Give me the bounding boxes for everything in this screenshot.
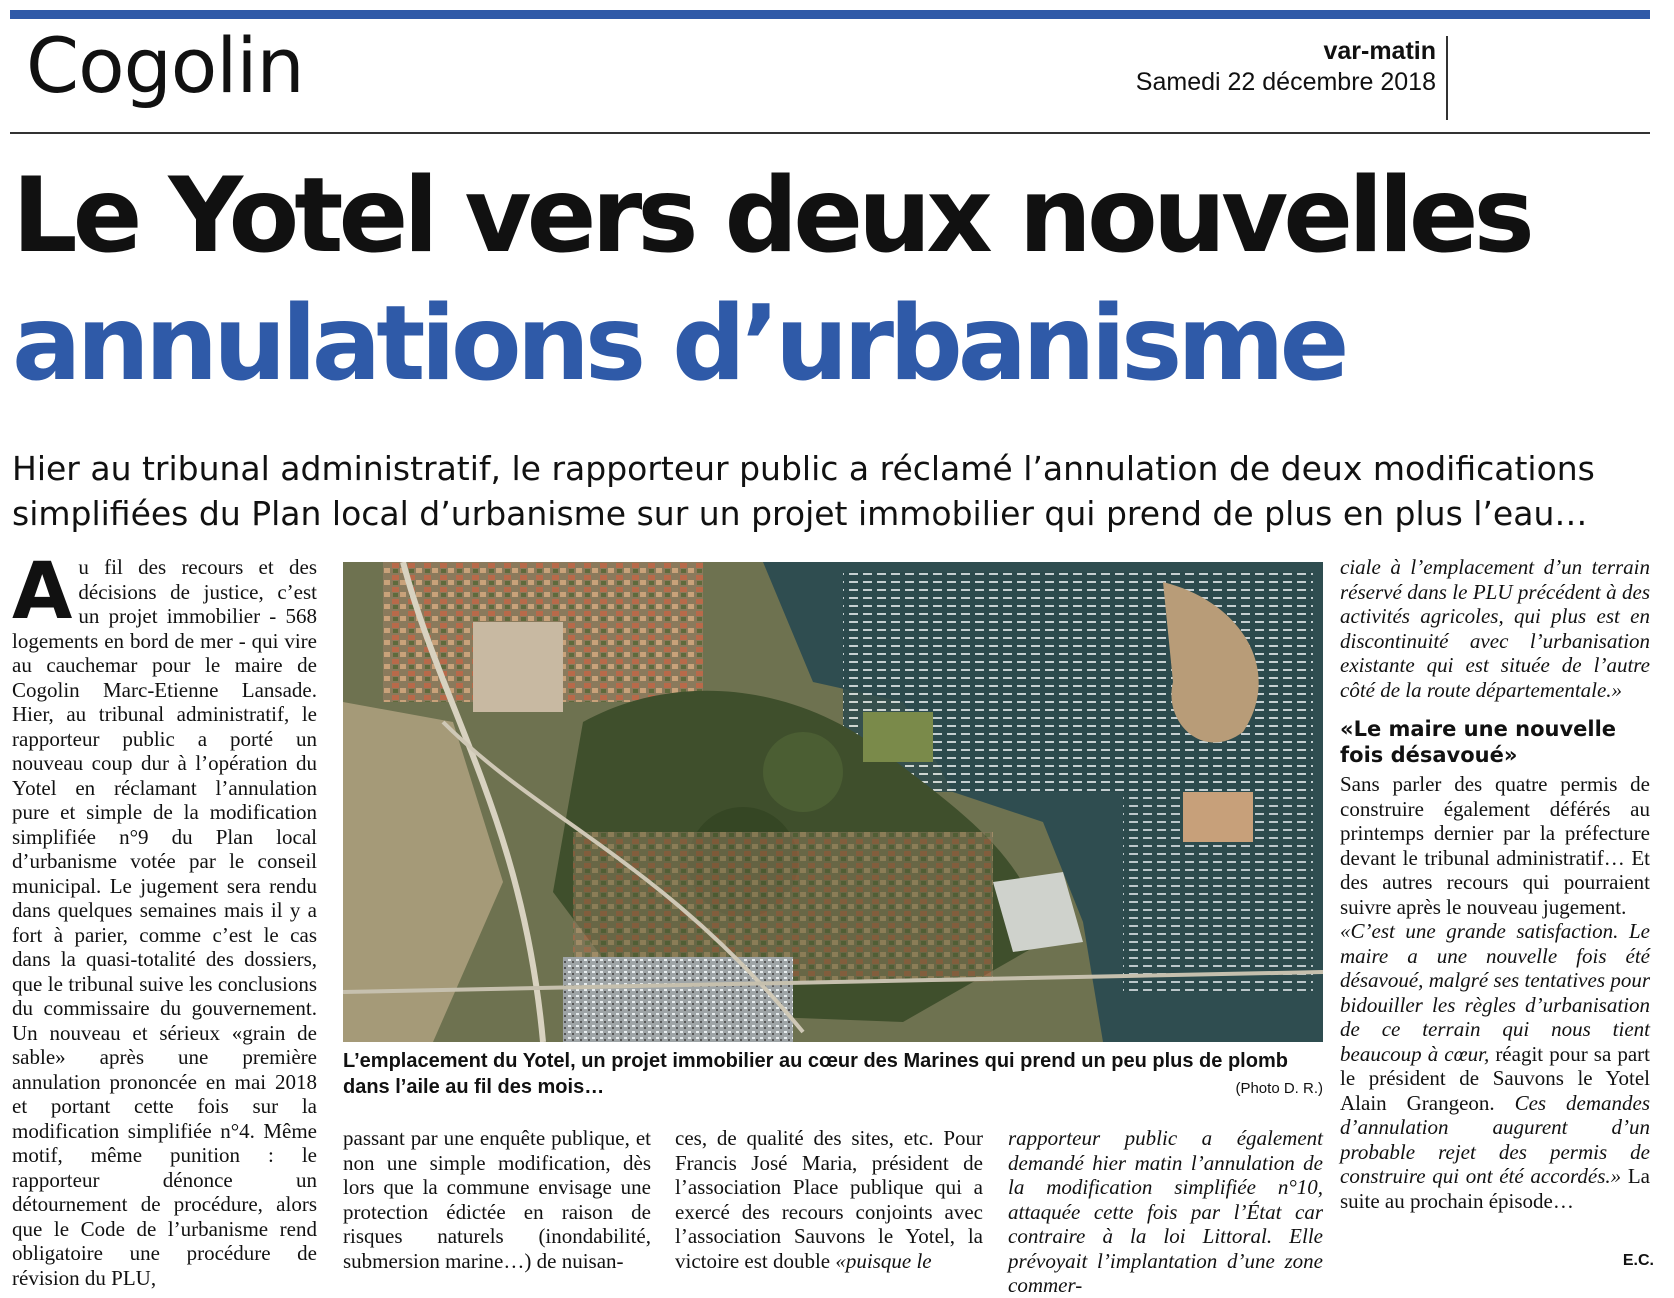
article-column-1 — [12, 547, 317, 1290]
drop-cap: A — [12, 547, 73, 637]
column-5-quote-3: Ces demandes d’annulation augurent d’un probable rejet des permis de construire qui ont été accordés.» — [1340, 1090, 1650, 1188]
column-5-quote: ciale à l’emplacement d’un terrain réservé dans le PLU précédent à des activités agricoles, qui plus est en discontinuité avec l’urbanisation existante qui est située de l’autre côté de la route départementale.» — [1340, 555, 1650, 702]
column-3-text — [675, 1126, 983, 1273]
column-5-attribution: réagit pour sa part le président de Sauvons le Yotel Alain Grangeon. — [1340, 1041, 1650, 1115]
column-5-ending: La suite au prochain épisode… — [1340, 1164, 1650, 1213]
column-3-text-a: ces, de qualité des sites, etc. Pour Francis José Maria, président de l’association Place publique qui a exercé des recours conjoints avec l’association Sauvons le Yotel, la victoire est double — [675, 1126, 983, 1273]
column-5-paragraph — [1340, 919, 1650, 1213]
masthead — [1136, 36, 1436, 98]
article-column-3 — [675, 1126, 983, 1273]
aerial-photo-image — [343, 562, 1323, 1042]
article-column-2 — [343, 1126, 651, 1273]
column-4-text: rapporteur public a également demandé hier matin l’annulation de la modification simplifiée n°10, attaquée cette fois par l’État car contraire à la loi Littoral. Elle prévoyait l’implantation d’une zone commer- — [1008, 1126, 1323, 1297]
photo-credit: (Photo D. R.) — [1235, 1080, 1323, 1097]
headline-line-1: Le Yotel vers deux nouvelles — [12, 156, 1530, 276]
top-color-bar — [10, 10, 1650, 19]
section-title: Cogolin — [26, 21, 304, 110]
lede: Hier au tribunal administratif, le rapporteur public a réclamé l’annulation de deux modifications simplifiées du Plan local d’urbanisme sur un projet immobilier qui prend de plus en plus l’eau… — [12, 449, 1595, 533]
article-column-5 — [1340, 555, 1650, 1213]
column-2-text: passant par une enquête publique, et non une simple modification, dès lors que la commune envisage une protection édictée en raison de risques naturels (inondabilité, submersion marine…) de nuisan- — [343, 1126, 651, 1273]
newspaper-name: var-matin — [1323, 37, 1436, 65]
author-signature: E.C. — [1622, 1252, 1654, 1269]
article-column-4 — [1008, 1126, 1323, 1298]
column-1-text: u fil des recours et des décisions de justice, c’est un projet immobilier - 568 logements en bord de mer - qui vire au cauchemar pour le maire de Cogolin Marc-Etienne Lansade. Hier, au tribunal administratif, le rapporteur public a porté un nouveau coup dur à l’opération du Yotel en réclamant l’annulation pure et simple de la modification simplifiée n°9 du Plan local d’urbanisme votée par le conseil municipal. Le jugement sera rendu dans quelques semaines mais il y a fort à parier, comme c’est le cas dans la quasi-totalité des dossiers, que le tribunal suive les conclusions du commissaire du gouvernement. Un nouveau et sérieux «grain de sable» après une première annulation prononcée en mai 2018 et portant cette fois sur la modification simplifiée n°4. Même motif, même punition : le rapporteur dénonce un détournement de procédure, alors que le Code de l’urbanisme rend obligatoire une procédure de révision du PLU, — [12, 555, 317, 1290]
column-5-text: Sans parler des quatre permis de construire également déférés au printemps dernier par la préfecture devant le tribunal administratif… Et des autres recours qui pourraient suivre après le nouveau jugement. — [1340, 772, 1650, 919]
masthead-divider — [1446, 36, 1448, 120]
publication-date: Samedi 22 décembre 2018 — [1135, 68, 1436, 96]
header-rule — [10, 132, 1650, 134]
aerial-photo — [343, 562, 1323, 1042]
column-5-quote-2: «C’est une grande satisfaction. Le maire a une nouvelle fois été désavoué, malgré ses tentatives pour bidouiller les règles d’urbanisation de ce terrain qui nous tient beaucoup à cœur, — [1340, 919, 1650, 1066]
headline-line-2: annulations d’urbanisme — [12, 284, 1345, 404]
subheading: «Le maire une nouvelle fois désavoué» — [1340, 717, 1617, 767]
column-3-quote: «puisque le — [835, 1248, 932, 1273]
photo-caption: L’emplacement du Yotel, un projet immobilier au cœur des Marines qui prend un peu plus de plomb dans l’aile au fil des mois… — [343, 1050, 1288, 1098]
